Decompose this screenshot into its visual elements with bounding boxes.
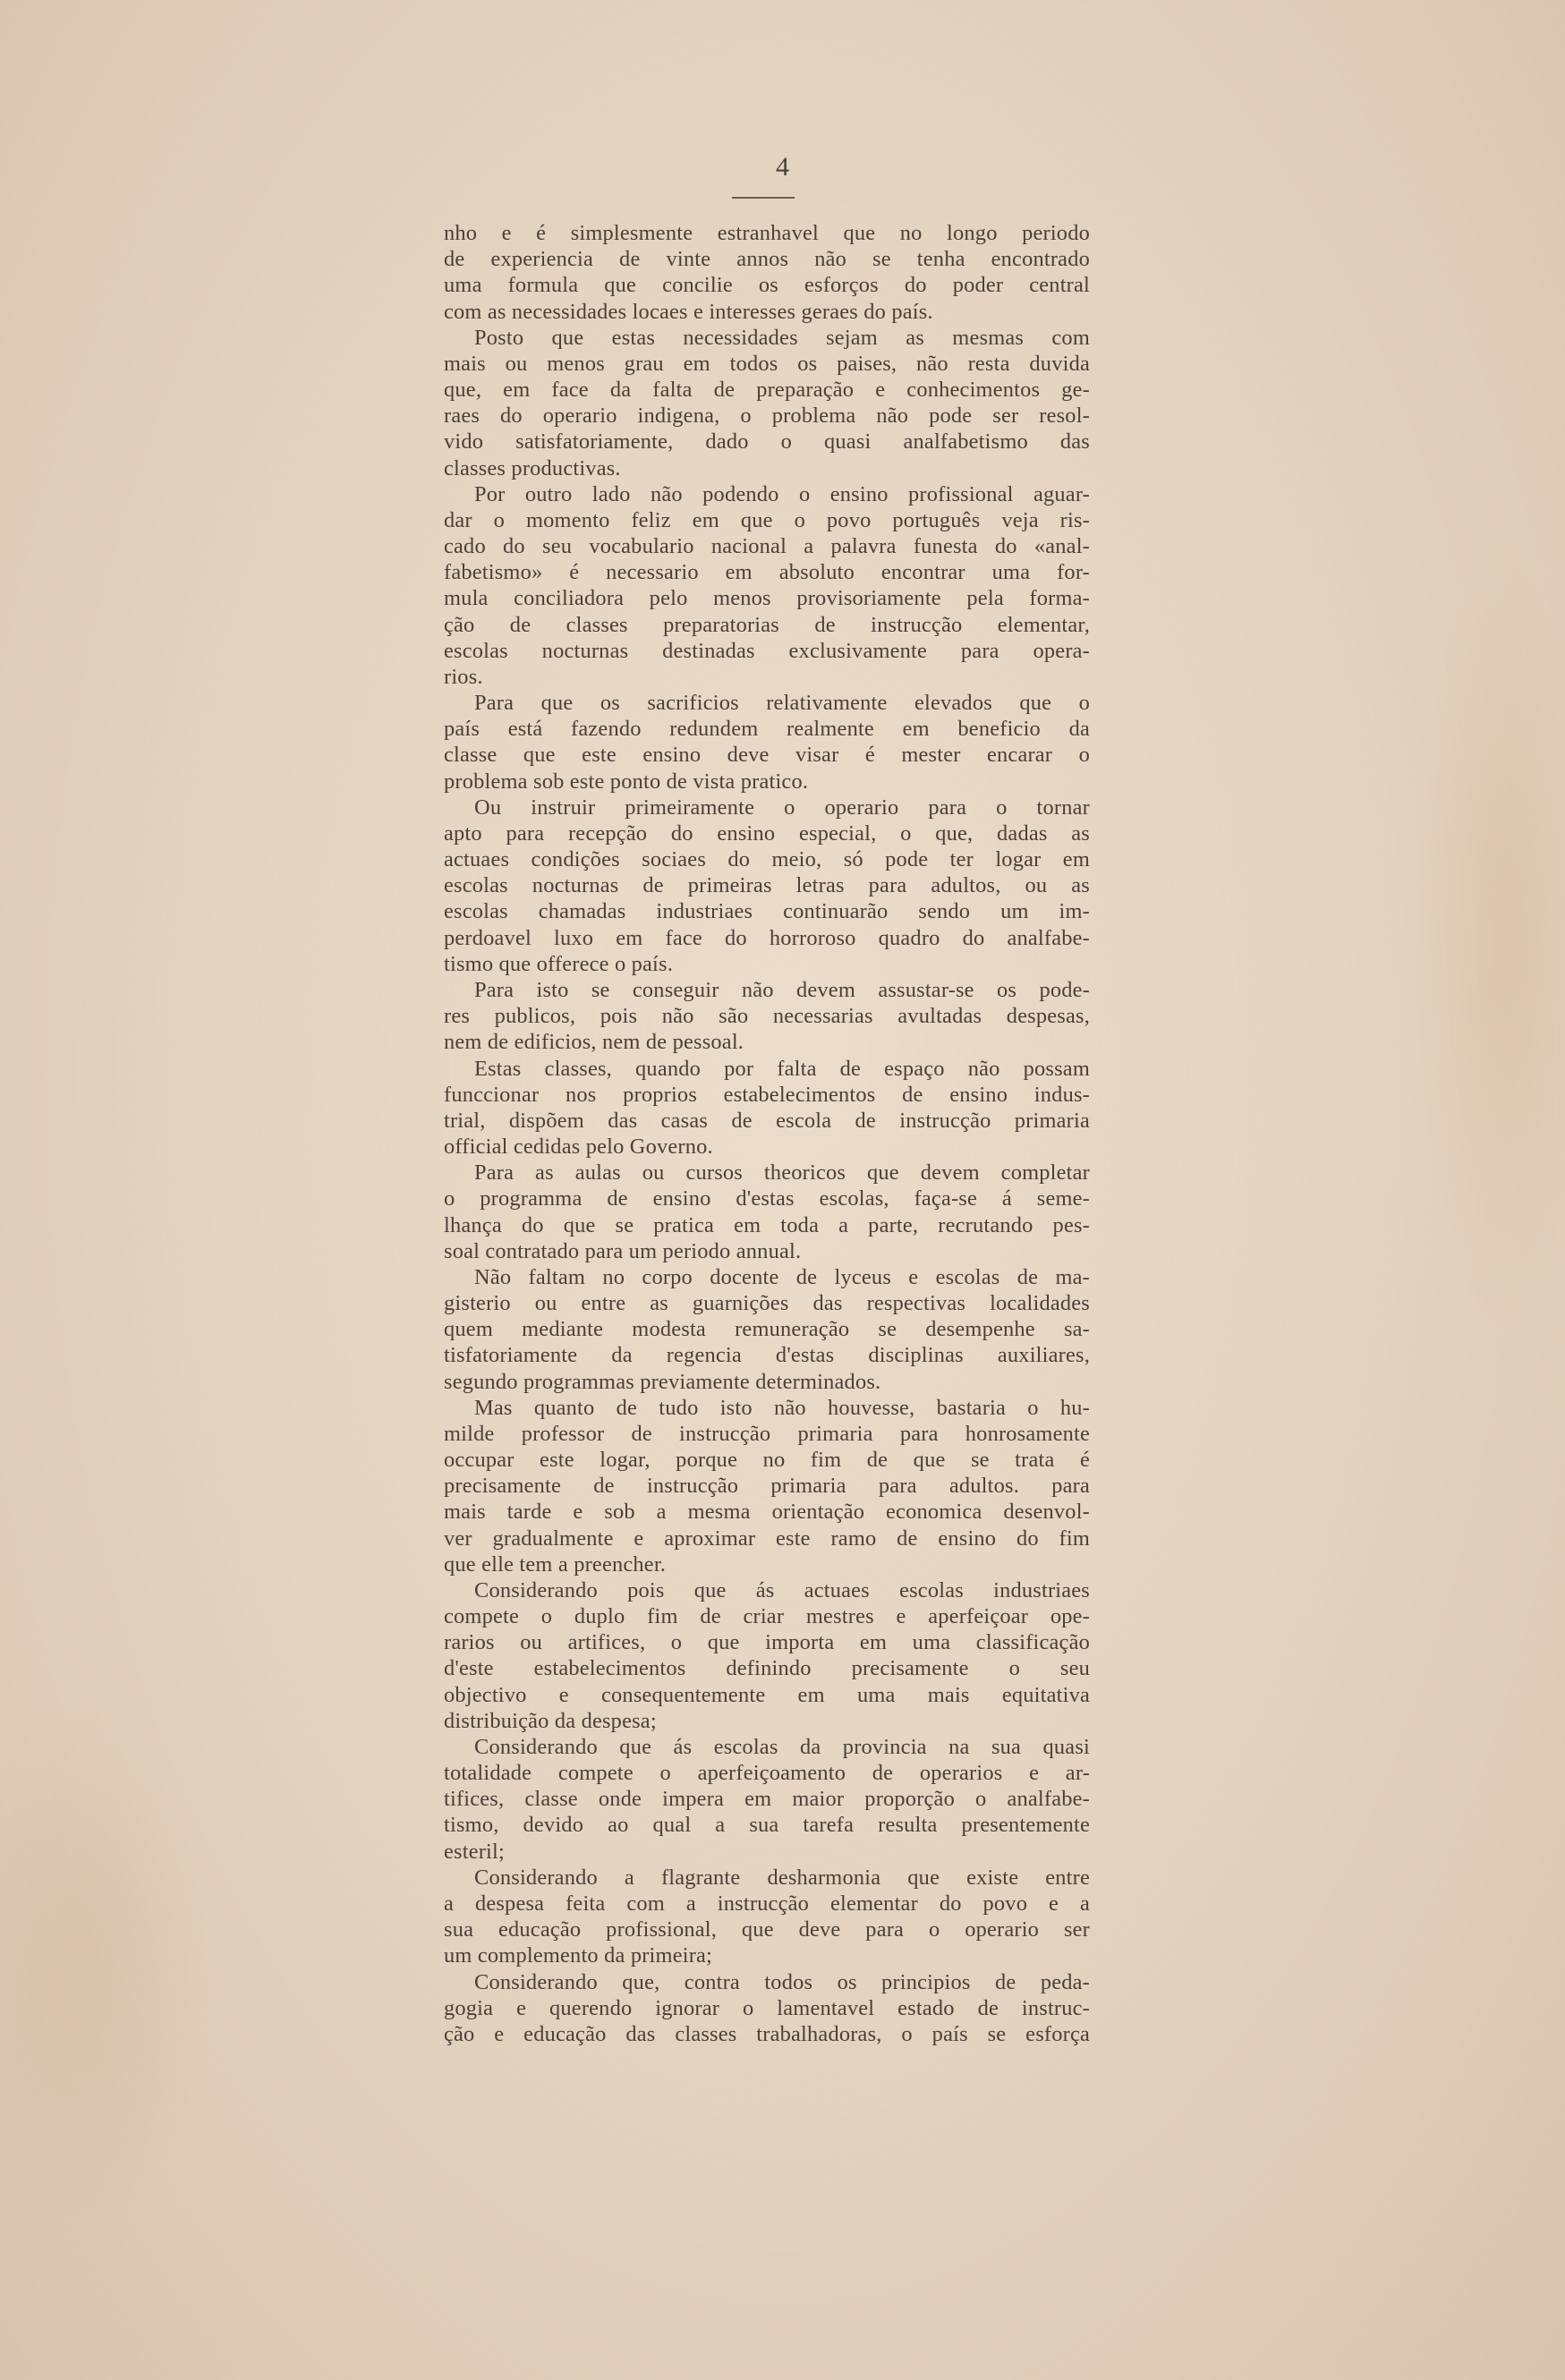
text-line: fabetismo» é necessario em absoluto encontrar uma for- [444,560,1090,585]
text-line: Estas classes, quando por falta de espaço não possam [474,1056,1090,1081]
text-line: classe que este ensino deve visar é mester encarar o [444,743,1090,768]
page-number: 4 [776,152,789,182]
text-line: gogia e querendo ignorar o lamentavel estado de instruc- [444,1995,1090,2020]
text-line: Por outro lado não podendo o ensino profissional aguar- [474,481,1090,506]
text-line: problema sob este ponto de vista pratico. [444,769,809,794]
page-number-rule [732,197,795,199]
text-line: apto para recepção do ensino especial, o que, dadas as [444,820,1090,846]
text-line: o programma de ensino d'estas escolas, faça-se á seme- [444,1186,1090,1211]
text-line: sua educação profissional, que deve para o operario ser [444,1917,1090,1942]
text-line: segundo programmas previamente determinados. [444,1369,881,1394]
text-line: quem mediante modesta remuneração se desempenhe sa- [444,1317,1090,1342]
text-line: Para as aulas ou cursos theoricos que devem completar [474,1160,1090,1186]
text-line: com as necessidades locaes e interesses geraes do país. [444,299,933,324]
text-line: rios. [444,664,483,689]
text-line: tismo que offerece o país. [444,951,674,976]
text-line: mais tarde e sob a mesma orientação economica desenvol- [444,1500,1090,1525]
text-line: ver gradualmente e aproximar este ramo de ensino do fim [444,1526,1090,1551]
text-line: esteril; [444,1839,505,1864]
text-line: uma formula que concilie os esforços do poder central [444,273,1090,298]
text-line: objectivo e consequentemente em uma mais equitativa [444,1682,1090,1707]
text-line: occupar este logar, porque no fim de que se trata é [444,1448,1090,1473]
text-line: escolas chamadas industriaes continuarão sendo um im- [444,899,1090,924]
text-line: Ou instruir primeiramente o operario para o tornar [474,795,1090,820]
paper-stain [1414,537,1565,1342]
text-line: funccionar nos proprios estabelecimentos de ensino indus- [444,1082,1090,1107]
text-line: nho e é simplesmente estranhavel que no longo periodo [444,221,1090,245]
text-line: que, em face da falta de preparação e conhecimentos ge- [444,378,1090,403]
text-line: compete o duplo fim de criar mestres e aperfeiçoar ope- [444,1604,1090,1629]
text-line: mais ou menos grau em todos os paises, não resta duvida [444,351,1090,376]
text-line: tismo, devido ao qual a sua tarefa resulta presentemente [444,1813,1090,1838]
text-line: classes productivas. [444,455,621,480]
text-line: dar o momento feliz em que o povo português veja ris- [444,507,1090,532]
text-line: official cedidas pelo Governo. [444,1135,713,1160]
text-line: distribuição da despesa; [444,1708,657,1733]
text-line: d'este estabelecimentos definindo precisamente o seu [444,1656,1090,1681]
text-line: Considerando pois que ás actuaes escolas industriaes [474,1577,1090,1602]
text-line: ção e educação das classes trabalhadoras, o país se esforça [444,2021,1090,2046]
text-line: Mas quanto de tudo isto não houvesse, bastaria o hu- [474,1395,1090,1420]
text-line: Posto que estas necessidades sejam as mesmas com [474,325,1090,350]
text-line: tisfatoriamente da regencia d'estas disciplinas auxiliares, [444,1343,1090,1368]
text-line: escolas nocturnas destinadas exclusivamente para opera- [444,638,1090,663]
text-line: precisamente de instrucção primaria para adultos. para [444,1474,1090,1499]
text-line: de experiencia de vinte annos não se tenha encontrado [444,247,1090,272]
text-line: que elle tem a preencher. [444,1551,667,1577]
text-line: mula conciliadora pelo menos provisoriamente pela forma- [444,586,1090,611]
text-line: Para isto se conseguir não devem assustar-se os pode- [474,977,1090,1002]
text-line: res publicos, pois não são necessarias avultadas despesas, [444,1004,1090,1029]
text-line: a despesa feita com a instrucção elementar do povo e a [444,1891,1090,1916]
text-line: Considerando que, contra todos os principios de peda- [474,1969,1090,1994]
text-line: tifices, classe onde impera em maior proporção o analfabe- [444,1787,1090,1812]
text-line: nem de edificios, nem de pessoal. [444,1030,744,1055]
text-line: ção de classes preparatorias de instrucção elementar, [444,612,1090,637]
body-text [444,220,1090,2047]
text-line: soal contratado para um periodo annual. [444,1238,802,1263]
text-line: Considerando a flagrante desharmonia que existe entre [474,1865,1090,1890]
text-line: totalidade compete o aperfeiçoamento de operarios e ar- [444,1761,1090,1786]
text-line: lhança do que se pratica em toda a parte, recrutando pes- [444,1212,1090,1237]
text-line: um complemento da primeira; [444,1943,713,1968]
text-line: rarios ou artifices, o que importa em uma classificação [444,1630,1090,1655]
text-line: cado do seu vocabulario nacional a palavra funesta do «anal- [444,534,1090,559]
text-line: actuaes condições sociaes do meio, só pode ter logar em [444,847,1090,872]
text-line: milde professor de instrucção primaria para honrosamente [444,1421,1090,1446]
text-line: Não faltam no corpo docente de lyceus e escolas de ma- [474,1264,1090,1289]
text-line: Para que os sacrificios relativamente elevados que o [474,691,1090,716]
text-line: Considerando que ás escolas da provincia na sua quasi [474,1734,1090,1759]
text-line: perdoavel luxo em face do horroroso quadro do analfabe- [444,925,1090,950]
text-line: vido satisfatoriamente, dado o quasi analfabetismo das [444,429,1090,455]
text-line: país está fazendo redundem realmente em beneficio da [444,717,1090,742]
text-line: trial, dispõem das casas de escola de instrucção primaria [444,1108,1090,1133]
paper-stain [0,1700,215,2237]
text-line: escolas nocturnas de primeiras letras para adultos, ou as [444,873,1090,898]
text-line: raes do operario indigena, o problema não pode ser resol- [444,404,1090,429]
text-line: gisterio ou entre as guarnições das respectivas localidades [444,1291,1090,1316]
